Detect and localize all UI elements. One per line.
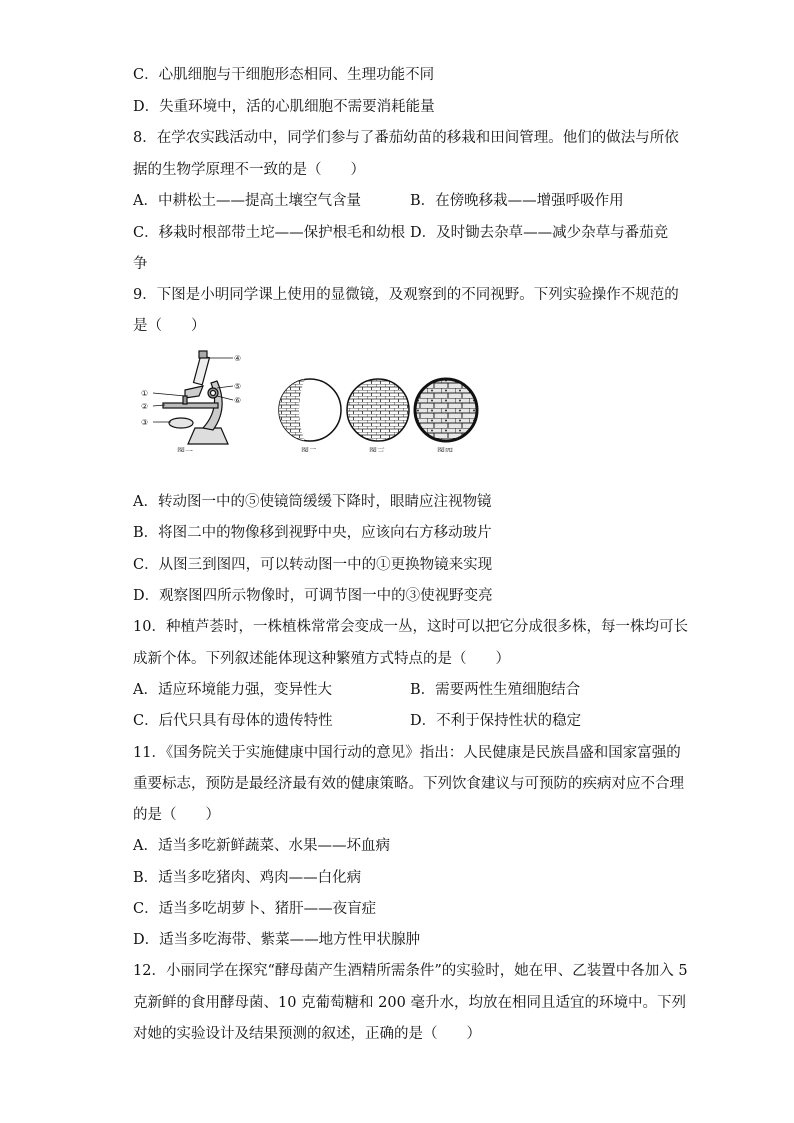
q9-option-c: C．从图三到图四，可以转动图一中的①更换物镜来实现 — [133, 557, 493, 573]
marker-3: ③ — [141, 418, 149, 427]
q9-option-d: D．观察图四所示物像时，可调节图一中的③使视野变亮 — [133, 588, 493, 604]
q10-option-a: A．适应环境能力强，变异性大 — [133, 682, 332, 698]
caption-fig2: 图二 — [301, 447, 317, 452]
q10-stem-line-1: 10．种植芦荟时，一株植株常常会变成一丛，这时可以把它分成很多株，每一株均可长 — [133, 619, 688, 635]
q11-option-c: C．适当多吃胡萝卜、猪肝——夜盲症 — [133, 901, 377, 917]
marker-5: ⑤ — [234, 382, 242, 391]
marker-4: ④ — [234, 354, 242, 363]
q8-option-d: D．及时锄去杂草——减少杂草与番茄竞 — [410, 225, 669, 241]
q9-stem-line-1: 9．下图是小明同学课上使用的显微镜，及观察到的不同视野。下列实验操作不规范的 — [133, 287, 679, 303]
view-3 — [347, 379, 409, 441]
q9-option-a: A．转动图一中的⑤使镜筒缓缓下降时，眼睛应注视物镜 — [133, 494, 492, 510]
q11-option-a: A．适当多吃新鲜蔬菜、水果——坏血病 — [133, 838, 390, 854]
q11-stem-line-1: 11．《国务院关于实施健康中国行动的意见》指出：人民健康是民族昌盛和国家富强的 — [133, 745, 681, 761]
view-2 — [279, 378, 341, 442]
q9-stem-line-2: 是（ ） — [133, 318, 206, 334]
q11-option-d: D．适当多吃海带、紫菜——地方性甲状腺肿 — [133, 932, 421, 948]
q11-stem-line-2: 重要标志，预防是最经济最有效的健康策略。下列饮食建议与可预防的疾病对应不合理 — [133, 776, 684, 792]
marker-6: ⑥ — [234, 396, 242, 405]
view-4 — [415, 379, 477, 441]
q10-option-c: C．后代只具有母体的遗传特性 — [133, 713, 333, 729]
q8-option-d-continued: 争 — [133, 256, 148, 272]
q11-stem-line-3: 的是（ ） — [133, 807, 220, 823]
q10-stem-line-2: 成新个体。下列叙述能体现这种繁殖方式特点的是（ ） — [133, 651, 510, 667]
q8-option-a: A．中耕松土——提高土壤空气含量 — [133, 193, 361, 209]
q8-option-b: B．在傍晚移栽——增强呼吸作用 — [410, 193, 624, 209]
q8-stem-line-2: 据的生物学原理不一致的是（ ） — [133, 162, 365, 178]
caption-fig4: 图四 — [437, 447, 453, 452]
q8-option-c: C．移栽时根部带土坨——保护根毛和幼根 — [133, 225, 406, 241]
microscope-figure — [133, 348, 483, 452]
q11-option-b: B．适当多吃猪肉、鸡肉——白化病 — [133, 870, 362, 886]
q8-stem-line-1: 8．在学农实践活动中，同学们参与了番茄幼苗的移栽和田间管理。他们的做法与所依 — [133, 130, 679, 146]
q12-stem-line-3: 对她的实验设计及结果预测的叙述，正确的是（ ） — [133, 1026, 481, 1042]
q7-option-d: D．失重环境中，活的心肌细胞不需要消耗能量 — [133, 99, 435, 115]
q7-option-c: C．心肌细胞与干细胞形态相同、生理功能不同 — [133, 67, 435, 83]
microscope-drawing — [163, 351, 228, 444]
microscope-figure-svg — [133, 348, 483, 452]
caption-fig1: 图一 — [177, 447, 193, 452]
q12-stem-line-2: 克新鲜的食用酵母菌、10 克葡萄糖和 200 毫升水，均放在相同且适宜的环境中。下列 — [133, 995, 686, 1011]
q12-stem-line-1: 12．小丽同学在探究“酵母菌产生酒精所需条件”的实验时，她在甲、乙装置中各加入 5 — [133, 963, 688, 979]
q10-option-d: D．不利于保持性状的稳定 — [410, 713, 582, 729]
q9-option-b: B．将图二中的物像移到视野中央，应该向右方移动玻片 — [133, 525, 492, 541]
marker-1: ① — [141, 389, 149, 398]
marker-2: ② — [141, 402, 149, 411]
caption-fig3: 图三 — [369, 447, 385, 452]
q10-option-b: B．需要两性生殖细胞结合 — [410, 682, 581, 698]
